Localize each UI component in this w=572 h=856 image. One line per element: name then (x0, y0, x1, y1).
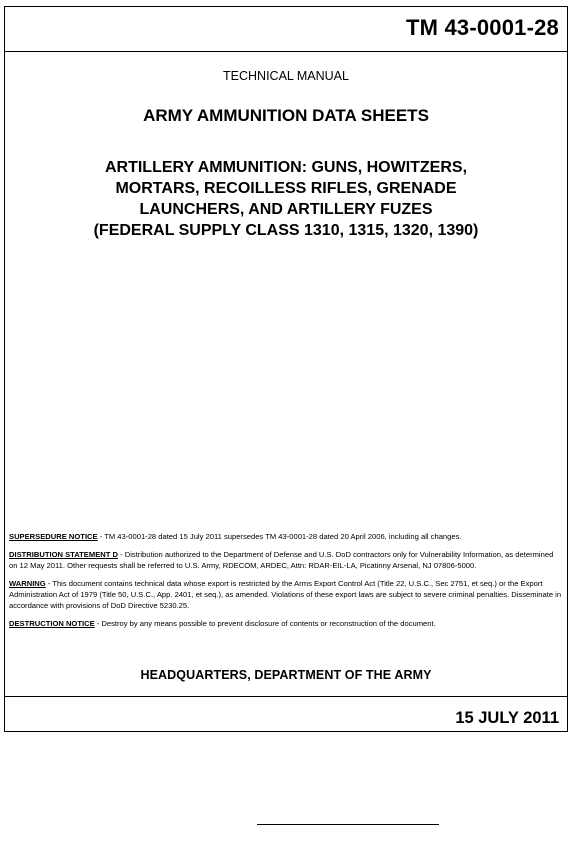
manual-type: TECHNICAL MANUAL (223, 69, 349, 83)
headquarters: HEADQUARTERS, DEPARTMENT OF THE ARMY (140, 668, 432, 682)
notice-label: DESTRUCTION NOTICE (9, 619, 95, 628)
top-divider (5, 51, 567, 52)
bottom-divider (5, 696, 567, 697)
main-title: ARMY AMMUNITION DATA SHEETS (143, 106, 429, 125)
notice-text: - Destroy by any means possible to prevent disclosure of contents or reconstruction of the document. (94, 619, 436, 628)
subtitle-line: MORTARS, RECOILLESS RIFLES, GRENADE (115, 180, 457, 197)
tm-number: TM 43-0001-28 (405, 15, 559, 40)
subtitle-line: ARTILLERY AMMUNITION: GUNS, HOWITZERS, (104, 159, 468, 176)
subtitle (5, 157, 567, 241)
subtitle-line: LAUNCHERS, AND ARTILLERY FUZES (139, 201, 433, 218)
cover-frame (4, 6, 568, 732)
notice-label: WARNING (9, 579, 46, 588)
supersedure-notice (9, 531, 563, 542)
notice-text: - This document contains technical data whose export is restricted by the Arms Export Control Act (Title 22, U.S.C., Sec 2751, et seq.) or the Export Administration Act of 1979 (Title 50, U.S.C., App. 2401, et seq.), as amended. Violations of these export laws are subject to severe criminal penalties. Disseminate in accordance with provisions of DoD Directive 5230.25. (9, 579, 562, 610)
distribution-statement (9, 549, 563, 571)
notices (9, 531, 563, 636)
subtitle-line: (FEDERAL SUPPLY CLASS 1310, 1315, 1320, 1390) (93, 222, 479, 239)
footer-rule (257, 824, 439, 825)
warning-notice (9, 578, 563, 611)
notice-label: DISTRIBUTION STATEMENT D (9, 550, 118, 559)
notice-label: SUPERSEDURE NOTICE (9, 532, 98, 541)
notice-text: - Distribution authorized to the Department of Defense and U.S. DoD contractors only for Vulnerability Information, as determined on 12 May 2011. Other requests shall be referred to U.S. Army, RDECOM, ARDEC, Attn: RDAR-EIL-LA, Picatinny Arsenal, NJ 07806-5000. (9, 550, 554, 570)
notice-text: - TM 43-0001-28 dated 15 July 2011 supersedes TM 43-0001-28 dated 20 April 2006, including all changes. (97, 532, 462, 541)
publication-date: 15 JULY 2011 (455, 709, 559, 727)
destruction-notice (9, 618, 563, 629)
